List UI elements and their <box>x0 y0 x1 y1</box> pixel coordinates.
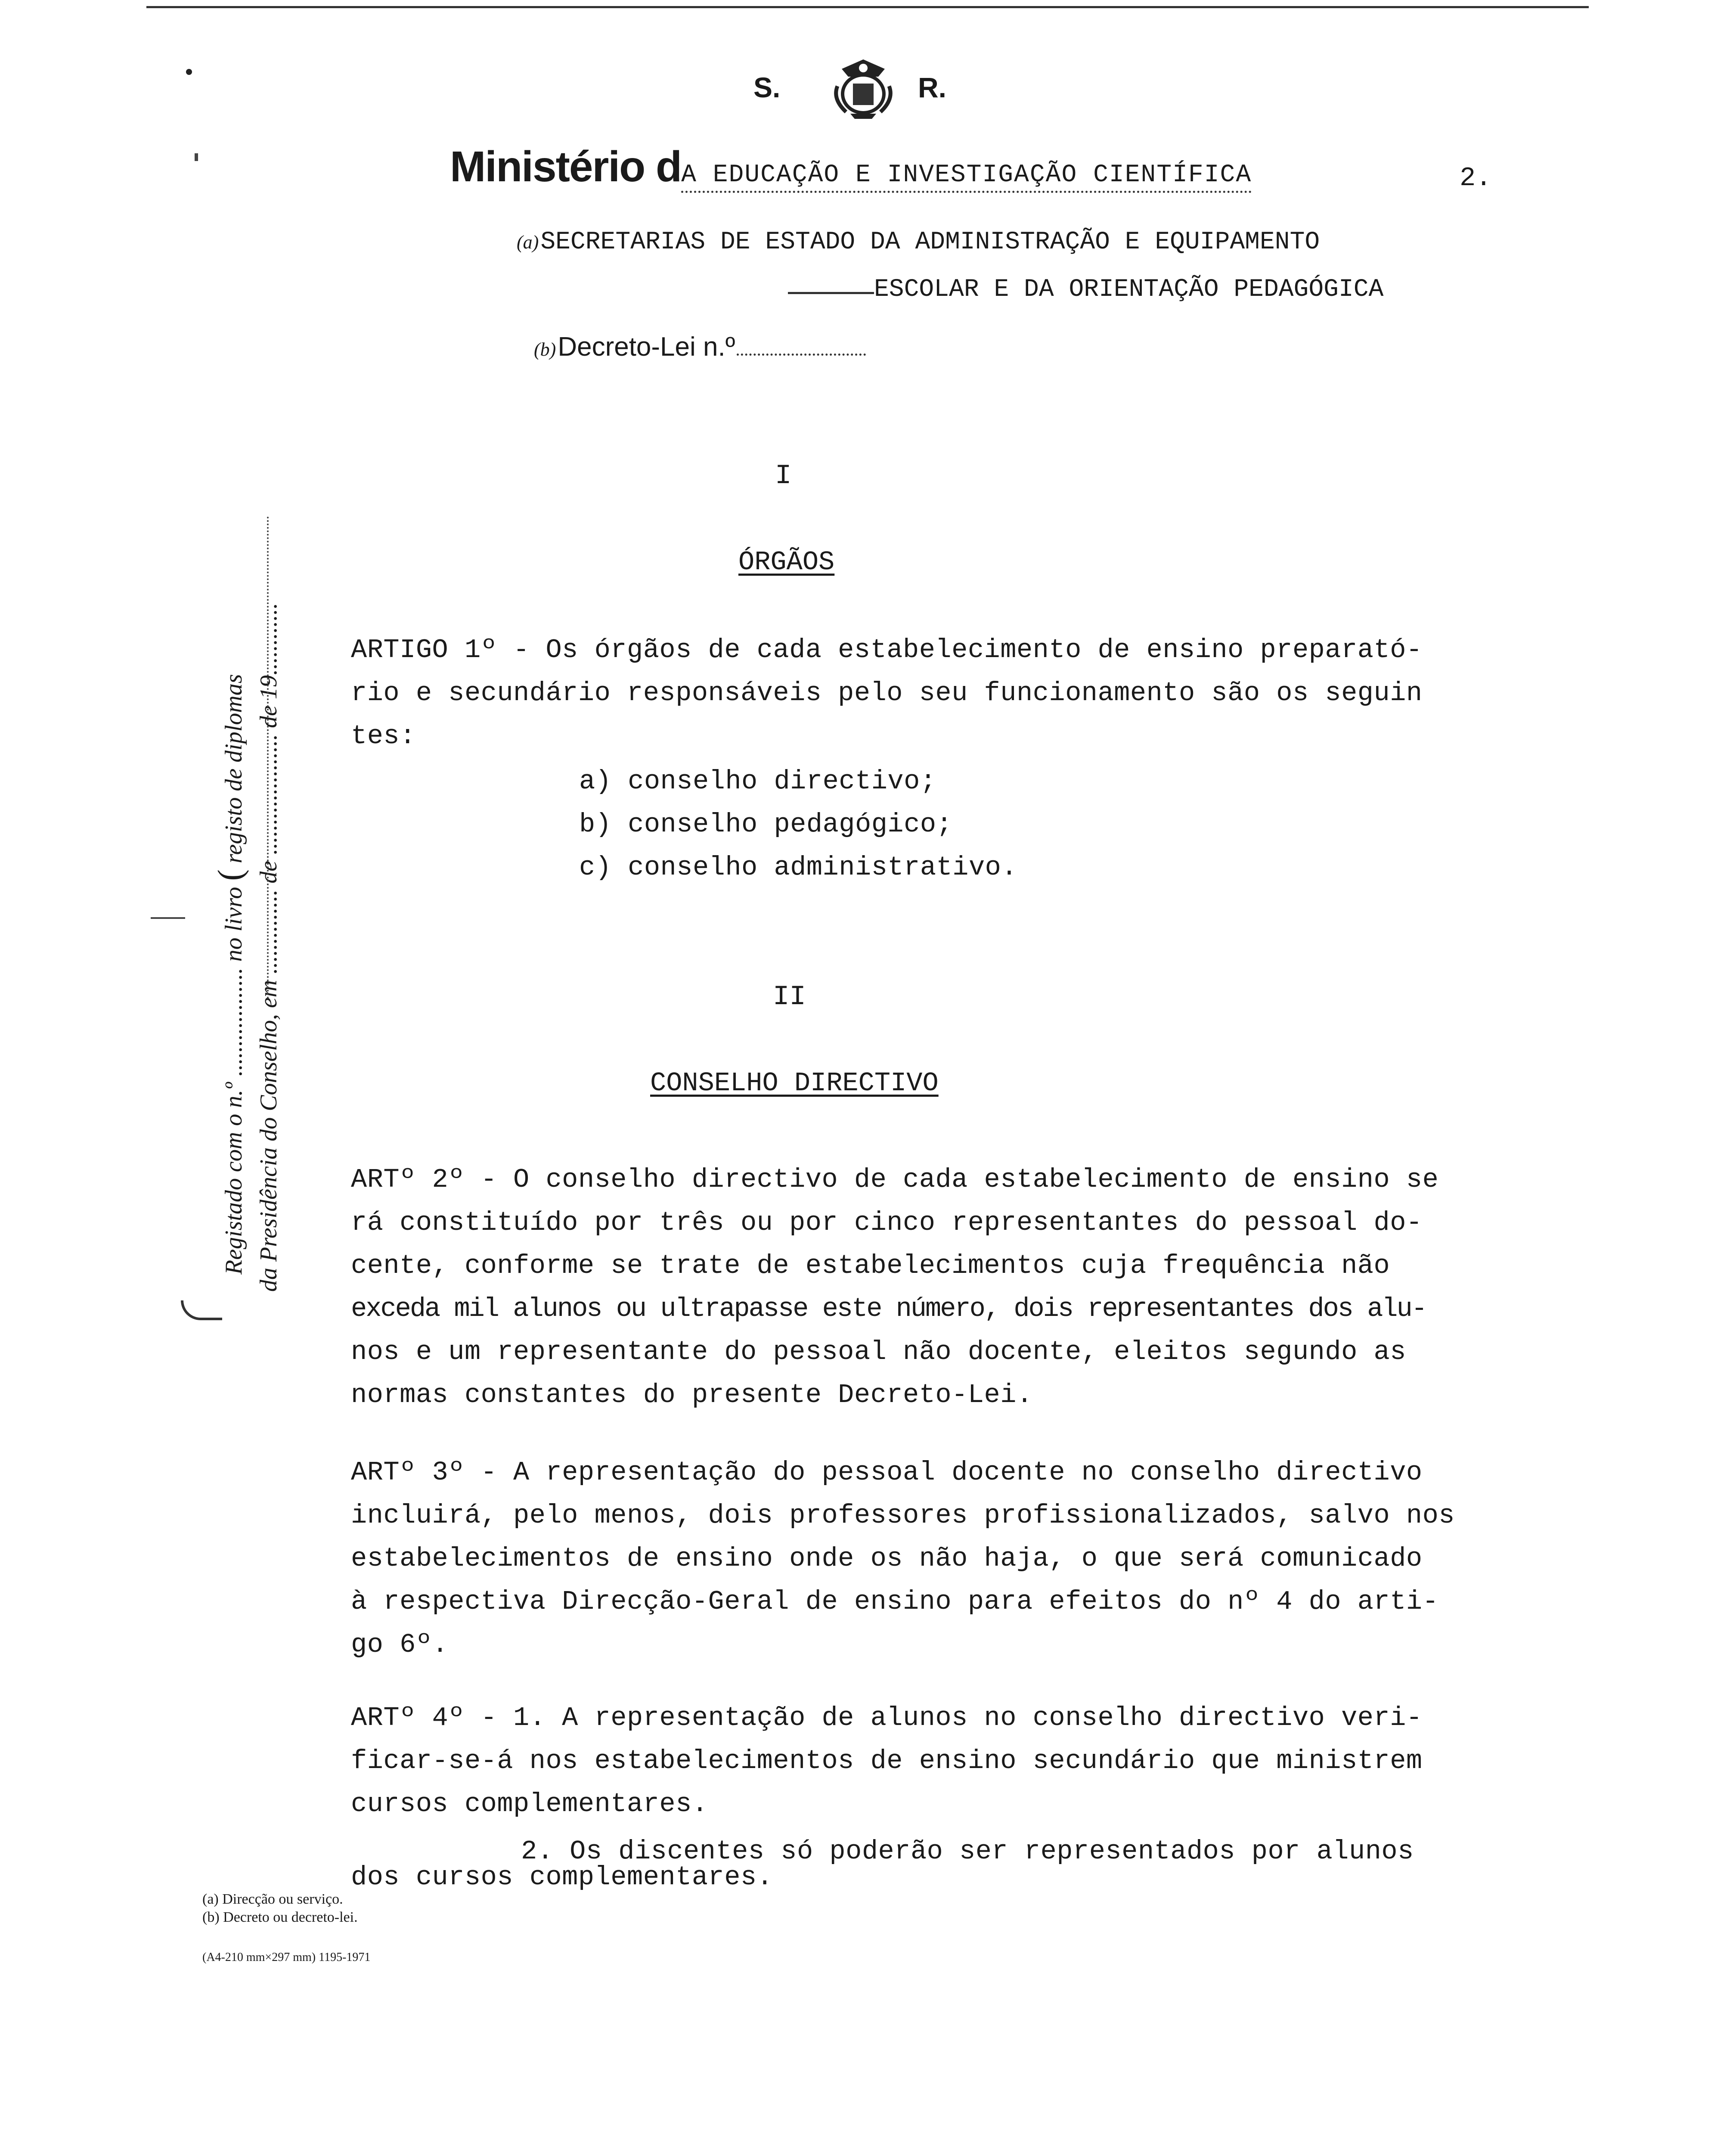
coat-of-arms-icon <box>829 56 898 121</box>
margin-bracket <box>181 1300 222 1320</box>
article-2 <box>351 1158 1438 1417</box>
article-1-line: rio e secundário responsáveis pelo seu funcionamento são os seguin <box>351 678 1423 708</box>
article-4-line: ARTº 4º - 1. A representação de alunos no conselho directivo veri- <box>351 1703 1423 1733</box>
page-number: 2. <box>1460 163 1492 193</box>
section-2-number: II <box>773 982 806 1013</box>
list-item: a) conselho directivo; <box>579 766 936 797</box>
ministry-heading <box>450 142 1252 192</box>
decree-label: Decreto-Lei n.º <box>558 332 735 362</box>
article-4-para-2-line-2: dos cursos complementares. <box>351 1862 773 1892</box>
seal-left-text: S. <box>753 71 781 103</box>
article-3-line: ARTº 3º - A representação do pessoal docente no conselho directivo <box>351 1457 1423 1488</box>
article-2-line: rá constituído por três ou por cinco representantes do pessoal do- <box>351 1207 1423 1238</box>
margin-registration-text: Registado com o n.º .................. no livro ( registo de diplomas <box>211 674 249 1275</box>
margin-registration-start: Registado com o n.º .................. no livro <box>220 887 247 1275</box>
article-3-line: à respectiva Direcção-Geral de ensino para efeitos do nº 4 do arti- <box>351 1586 1439 1617</box>
article-3-line: incluirá, pelo menos, dois professores profissionalizados, salvo nos <box>351 1500 1455 1531</box>
section-1-number: I <box>775 461 792 492</box>
article-1-list <box>579 760 1017 889</box>
marker-b: (b) <box>534 339 556 360</box>
article-1-line: ARTIGO 1º - Os órgãos de cada estabelecimento de ensino preparató- <box>351 635 1423 665</box>
ministry-prefix: Ministério d <box>450 143 682 191</box>
section-1-title: ÓRGÃOS <box>738 547 835 577</box>
article-2-line: exceda mil alunos ou ultrapasse este número, dois representantes dos alu- <box>351 1294 1426 1324</box>
secretariat-text-2: ESCOLAR E DA ORIENTAÇÃO PEDAGÓGICA <box>874 276 1384 304</box>
article-2-line: ARTº 2º - O conselho directivo de cada estabelecimento de ensino se <box>351 1164 1439 1195</box>
margin-tick <box>151 917 185 919</box>
section-2-title: CONSELHO DIRECTIVO <box>650 1068 939 1098</box>
secretariat-line-2 <box>788 276 1383 304</box>
secretariat-line-1 <box>517 228 1320 256</box>
article-2-line: cente, conforme se trate de estabelecimentos cuja frequência não <box>351 1250 1390 1281</box>
article-3-line: go 6º. <box>351 1629 449 1660</box>
article-4 <box>351 1697 1423 1826</box>
filler-rule <box>788 292 874 294</box>
stray-mark <box>195 153 198 161</box>
margin-registration-end: registo de diplomas <box>220 674 247 864</box>
article-1 <box>351 629 1423 758</box>
top-border-line <box>146 6 1589 8</box>
decree-line <box>534 332 866 362</box>
seal-right-text: R. <box>918 71 946 103</box>
secretariat-text-1: SECRETARIAS DE ESTADO DA ADMINISTRAÇÃO E EQUIPAMENTO <box>540 228 1320 256</box>
stray-mark <box>186 69 192 75</box>
footnote-a: (a) Direcção ou serviço. <box>202 1891 343 1907</box>
margin-dotted-rule <box>267 517 269 999</box>
article-3-line: estabelecimentos de ensino onde os não haja, o que será comunicado <box>351 1543 1423 1574</box>
print-reference: (A4-210 mm×297 mm) 1195-1971 <box>202 1951 371 1964</box>
article-4-para-2-line-1: 2. Os discentes só poderão ser representados por alunos <box>521 1836 1414 1867</box>
decree-number-blank <box>737 349 866 356</box>
article-1-line: tes: <box>351 721 416 751</box>
list-item: b) conselho pedagógico; <box>579 809 953 840</box>
list-item: c) conselho administrativo. <box>579 852 1018 883</box>
article-4-line: ficar-se-á nos estabelecimentos de ensino secundário que ministrem <box>351 1746 1423 1776</box>
article-3 <box>351 1451 1455 1666</box>
article-2-line: nos e um representante do pessoal não docente, eleitos segundo as <box>351 1337 1406 1367</box>
article-2-line: normas constantes do presente Decreto-Lei. <box>351 1380 1033 1410</box>
margin-presidency-text: da Presidência do Conselho, em .............. de .................... de 19............ <box>255 603 282 1292</box>
article-4-line: cursos complementares. <box>351 1789 708 1819</box>
footnote-b: (b) Decreto ou decreto-lei. <box>202 1909 358 1925</box>
marker-a: (a) <box>517 232 539 253</box>
ministry-name: A EDUCAÇÃO E INVESTIGAÇÃO CIENTÍFICA <box>681 161 1252 193</box>
